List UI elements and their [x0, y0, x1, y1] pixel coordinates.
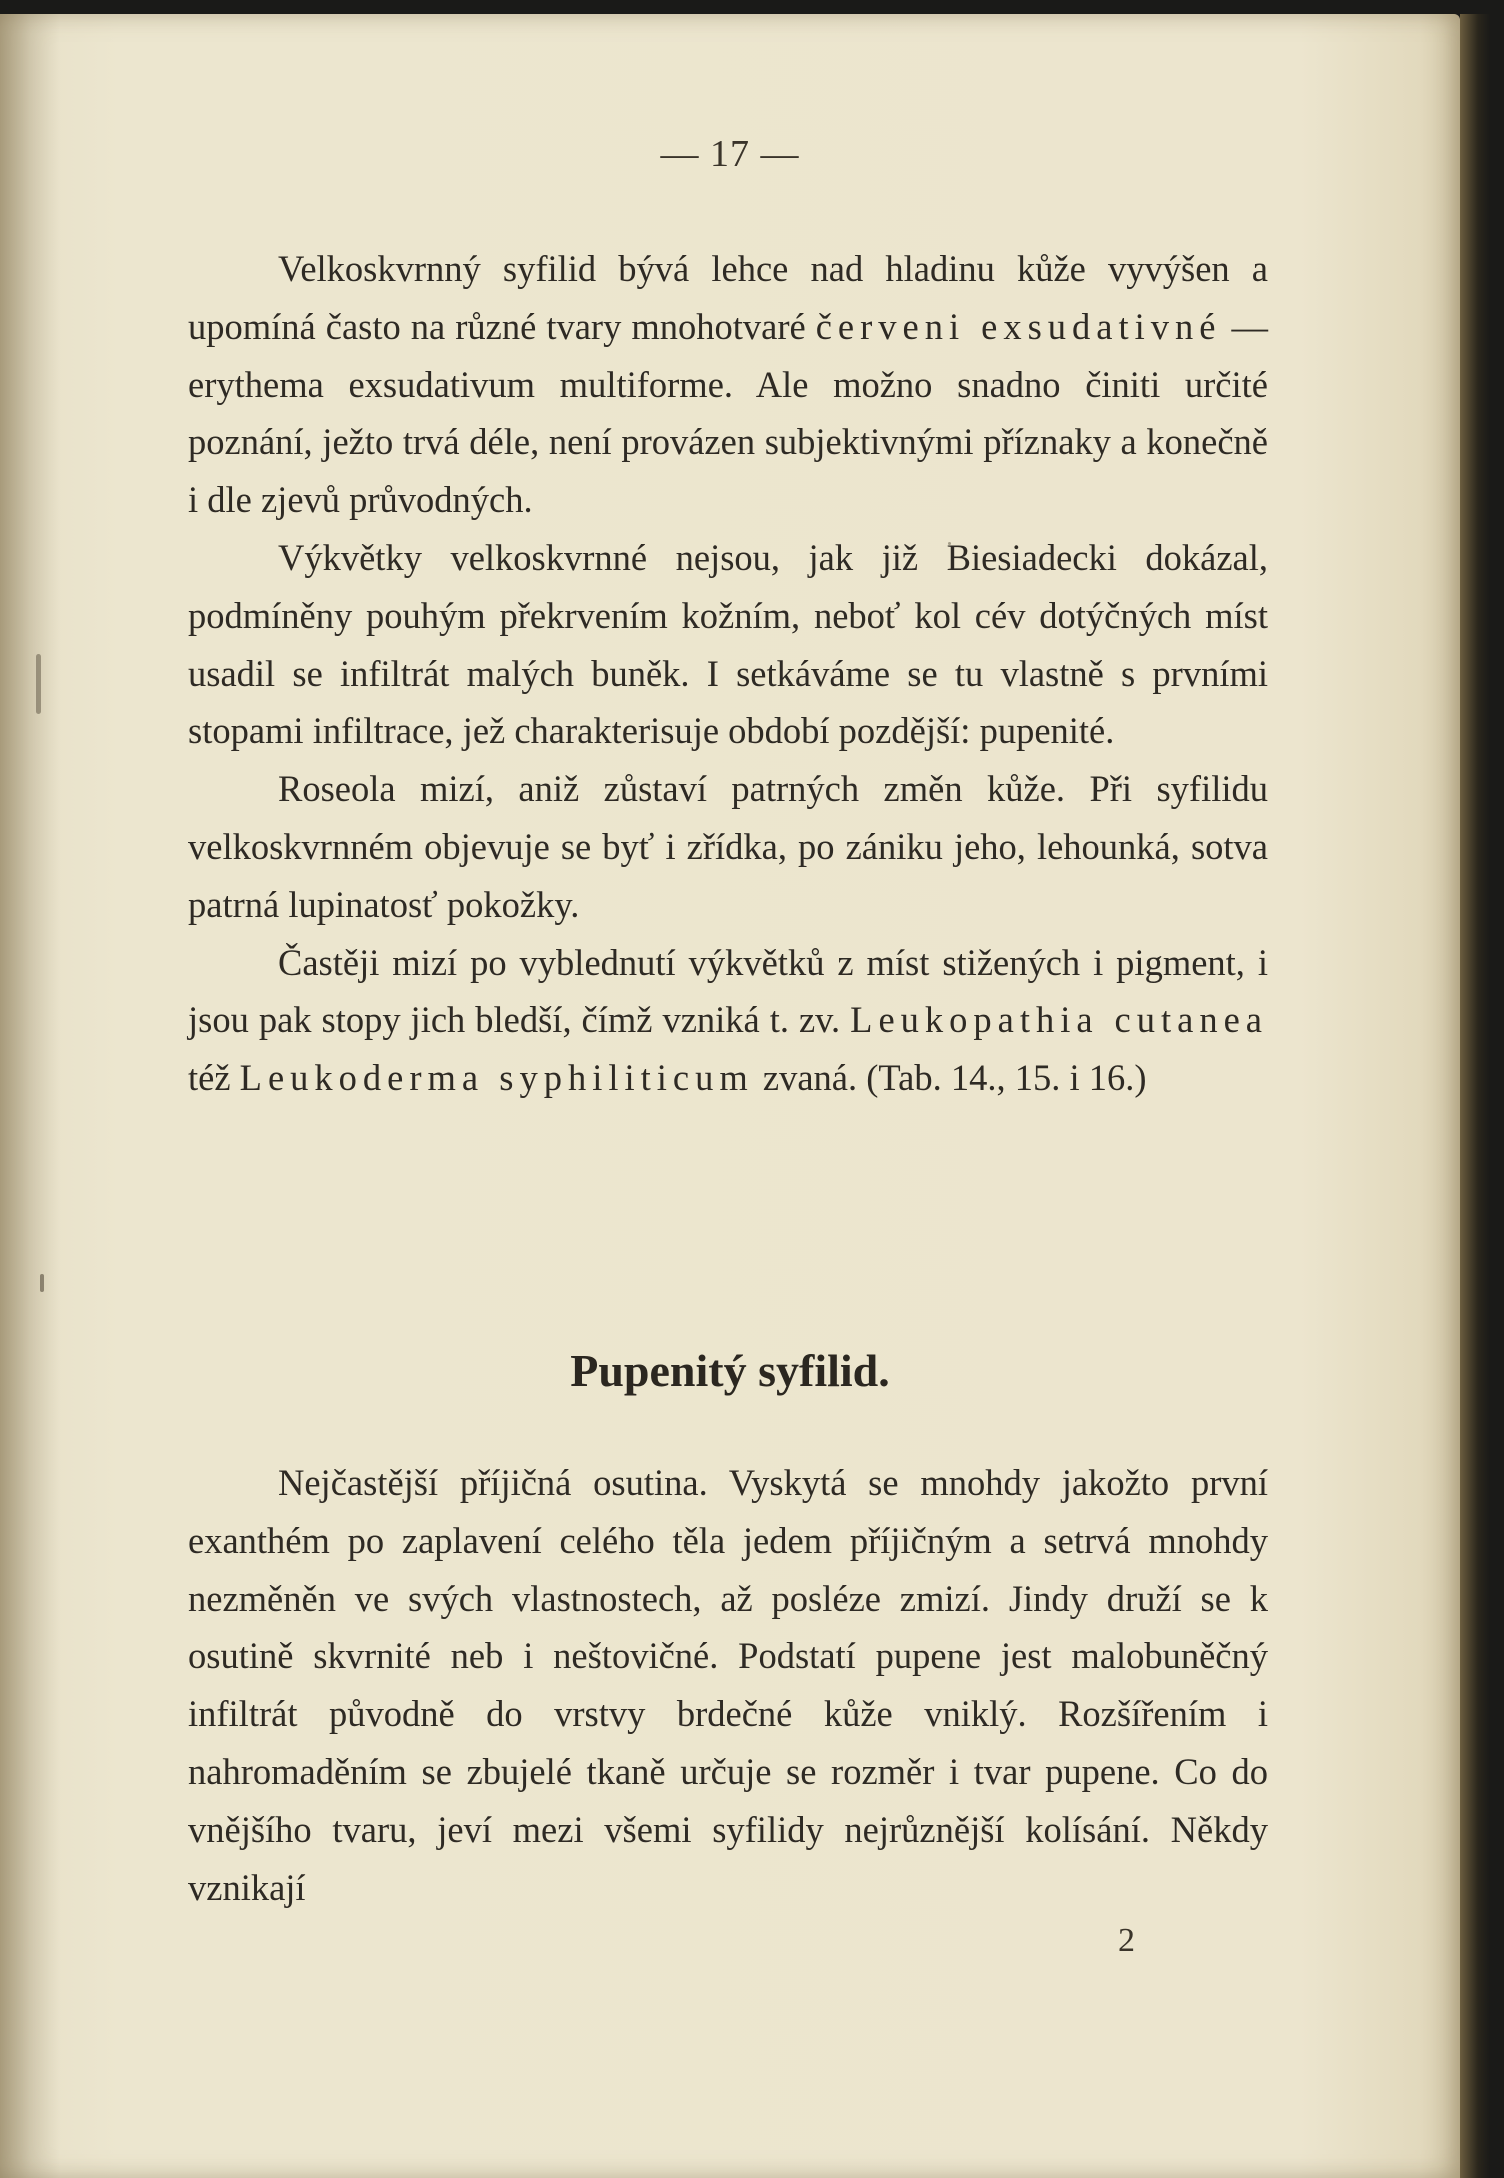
section-heading: Pupenitý syfilid.	[570, 1345, 890, 1396]
paragraph-1-text-b: — erythema exsudativum multiforme. Ale možno snadno činiti určité poznání, ježto trvá déle, není provázen subjektivnými příznaky a konečně i dle zjevů průvodných.	[188, 305, 1269, 521]
spaced-term-3: Leukoderma syphiliticum	[239, 1057, 754, 1099]
paragraph-1-text-a: Velkoskvrnný syfilid bývá lehce nad hladinu kůže vyvýšen a upomíná často na různé tvary mnohotvaré	[188, 248, 1268, 347]
signature-mark: 2	[1118, 1922, 1135, 1959]
paragraph-4	[188, 934, 1268, 1107]
paper-mark	[36, 654, 41, 714]
spaced-term-1: červeni exsudativné	[815, 305, 1222, 347]
paragraph-4-text-b: též	[188, 1057, 240, 1099]
spine-shadow	[0, 14, 60, 2178]
book-page	[0, 14, 1460, 2178]
spaced-term-2: Leukopathia cutanea	[850, 999, 1269, 1041]
paragraph-5: Nejčastější příjičná osutina. Vyskytá se mnohdy jakožto první exanthém po zaplavení celého těla jedem příjičným a setrvá mnohdy nezměněn ve svých vlastnostech, až posléze zmizí. Jindy druží se k osutině skvrnité neb i neštovičné. Podstatí pupene jest malobuněčný infiltrát původně do vrstvy brdečné kůže vniklý. Rozšířením i nahromaděním se zbujelé tkaně určuje se rozměr i tvar pupene. Co do vnějšího tvaru, jeví mezi všemi syfilidy nejrůznější kolísání. Někdy vznikají	[188, 1462, 1268, 1908]
page-edge	[1460, 14, 1490, 2178]
paragraph-2: Výkvětky velkoskvrnné nejsou, jak již Biesiadecki dokázal, podmíněny pouhým překrvením kožním, neboť kol cév dotýčných míst usadil se infiltrát malých buněk. I setkáváme se tu vlastně s prvními stopami infiltrace, jež charakterisuje období pozdější: pupenité.	[188, 536, 1268, 752]
paragraph-4-text-c: zvaná. (Tab. 14., 15. i 16.)	[753, 1057, 1147, 1099]
section-2-text	[188, 1454, 1268, 1916]
paragraph-3: Roseola mizí, aniž zůstaví patrných změn kůže. Při syfilidu velkoskvrnném objevuje se byť i zřídka, po zániku jeho, lehounká, sotva patrná lupinatosť pokožky.	[188, 768, 1268, 925]
page-number: — 17 —	[660, 133, 800, 175]
paragraph-4-text-a: Častěji mizí po vyblednutí výkvětků z míst stižených i pigment, i jsou pak stopy jich bledší, čímž vzniká t. zv.	[188, 941, 1268, 1041]
paper-speck	[948, 542, 951, 545]
paragraph-1	[188, 240, 1268, 529]
section-1-text	[188, 240, 1268, 1107]
paper-mark	[40, 1274, 44, 1292]
